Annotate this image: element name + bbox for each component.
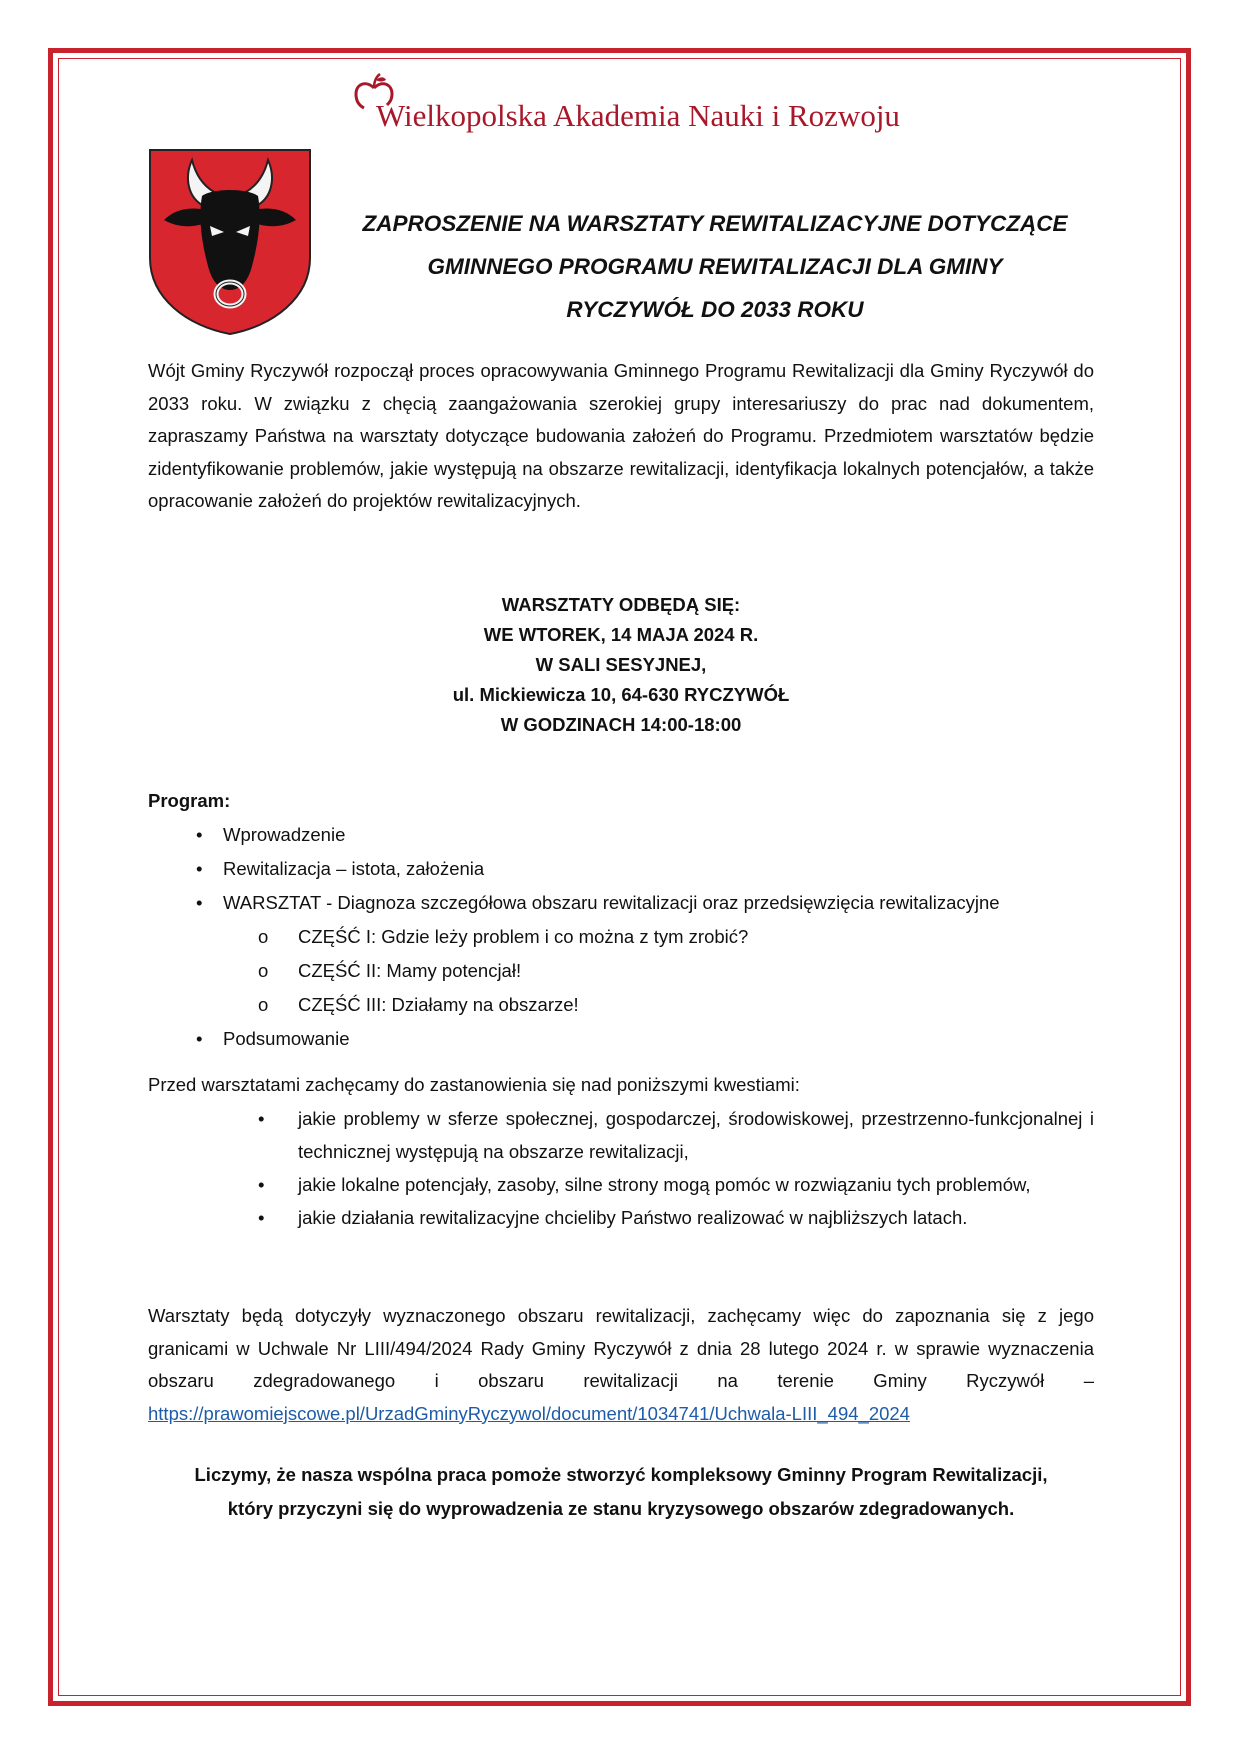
closing-line-2: który przyczyni się do wyprowadzenia ze stanu kryzysowego obszarów zdegradowanych. bbox=[227, 1498, 1015, 1519]
program-list bbox=[148, 818, 1094, 1056]
bullet-icon: • bbox=[258, 1108, 265, 1129]
list-item: • Podsumowanie bbox=[148, 1022, 1094, 1056]
logo-text: Wielkopolska Akademia Nauki i Rozwoju bbox=[376, 98, 900, 133]
coat-of-arms-icon bbox=[148, 148, 312, 336]
title-line-2: GMINNEGO PROGRAMU REWITALIZACJI DLA GMINY bbox=[427, 254, 1003, 279]
bullet-icon: • bbox=[196, 858, 203, 879]
bullet-icon: • bbox=[258, 1174, 265, 1195]
list-item: o CZĘŚĆ I: Gdzie leży problem i co można z tym zrobić? bbox=[148, 920, 1094, 954]
list-item: o CZĘŚĆ II: Mamy potencjał! bbox=[148, 954, 1094, 988]
event-heading: WARSZTATY ODBĘDĄ SIĘ: bbox=[501, 594, 741, 615]
list-item: • Rewitalizacja – istota, założenia bbox=[148, 852, 1094, 886]
questions-lead: Przed warsztatami zachęcamy do zastanowienia się nad poniższymi kwestiami: bbox=[148, 1074, 800, 1095]
list-item: • jakie problemy w sferze społecznej, gospodarczej, środowiskowej, przestrzenno-funkcjonalnej i technicznej występują na obszarze rewitalizacji, bbox=[148, 1102, 1094, 1168]
program-label: Program: bbox=[148, 790, 231, 811]
event-hours: W GODZINACH 14:00-18:00 bbox=[500, 714, 742, 735]
event-address: ul. Mickiewicza 10, 64-630 RYCZYWÓŁ bbox=[452, 684, 790, 705]
bullet-icon: • bbox=[196, 1028, 203, 1049]
questions-list bbox=[148, 1102, 1094, 1234]
workshop-parts-list bbox=[223, 920, 1094, 1022]
intro-paragraph: Wójt Gminy Ryczywół rozpoczął proces opracowywania Gminnego Programu Rewitalizacji dla Gminy Ryczywół do 2033 roku. W związku z chęcią zaangażowania szerokiej grupy interesariuszy do prac nad dokumentem, zapraszamy Państwa na warsztaty dotyczące budowania założeń do Programu. Przedmiotem warsztatów będzie zidentyfikowanie problemów, jakie występują na obszarze rewitalizacji, identyfikacja lokalnych potencjałów, a także opracowanie założeń do projektów rewitalizacyjnych. bbox=[148, 360, 1094, 511]
page-title bbox=[320, 202, 1110, 331]
area-paragraph bbox=[148, 1300, 1094, 1430]
closing-line-1: Liczymy, że nasza wspólna praca pomoże stworzyć kompleksowy Gminny Program Rewitalizacji, bbox=[194, 1464, 1048, 1485]
closing-statement bbox=[148, 1458, 1094, 1526]
list-item: • jakie działania rewitalizacyjne chcieliby Państwo realizować w najbliższych latach. bbox=[148, 1201, 1094, 1234]
event-date: WE WTOREK, 14 MAJA 2024 R. bbox=[483, 624, 759, 645]
bullet-icon: • bbox=[258, 1207, 265, 1228]
bullet-icon: • bbox=[196, 824, 203, 845]
bullet-icon: • bbox=[196, 892, 203, 913]
event-details bbox=[148, 590, 1094, 740]
area-text: Warsztaty będą dotyczyły wyznaczonego obszaru rewitalizacji, zachęcamy więc do zapoznania się z jego granicami w Uchwale Nr LIII/494/2024 Rady Gminy Ryczywół z dnia 28 lutego 2024 r. w sprawie wyznaczenia obszaru zdegradowanego i obszaru rewitalizacji na terenie Gminy Ryczywół – bbox=[148, 1305, 1094, 1391]
list-item: • Wprowadzenie bbox=[148, 818, 1094, 852]
list-item: • jakie lokalne potencjały, zasoby, silne strony mogą pomóc w rozwiązaniu tych problemów, bbox=[148, 1168, 1094, 1201]
list-item: o CZĘŚĆ III: Działamy na obszarze! bbox=[148, 988, 1094, 1022]
circle-bullet-icon: o bbox=[258, 926, 269, 947]
title-line-3: RYCZYWÓŁ DO 2033 ROKU bbox=[566, 297, 864, 322]
title-line-1: ZAPROSZENIE NA WARSZTATY REWITALIZACYJNE DOTYCZĄCE bbox=[362, 211, 1068, 236]
resolution-link[interactable]: https://prawomiejscowe.pl/UrzadGminyRyczywol/document/1034741/Uchwala-LIII_494_2024 bbox=[148, 1402, 910, 1424]
circle-bullet-icon: o bbox=[258, 960, 269, 981]
circle-bullet-icon: o bbox=[258, 994, 269, 1015]
event-room: W SALI SESYJNEJ, bbox=[535, 654, 707, 675]
list-item: • WARSZTAT - Diagnoza szczegółowa obszaru rewitalizacji oraz przedsięwzięcia rewitalizacyjne o CZĘŚĆ I: Gdzie leży problem i co można z tym zrobić? o CZĘŚĆ II: Mamy potencjał! o CZĘŚĆ III: Działamy na obszarze! bbox=[148, 886, 1094, 1022]
